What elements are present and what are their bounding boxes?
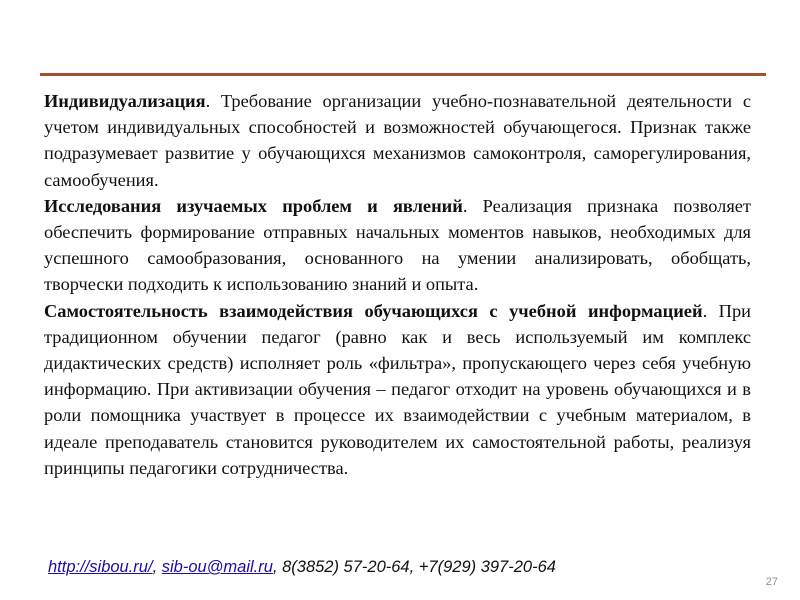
email-link[interactable]: sib-ou@mail.ru bbox=[161, 558, 273, 576]
slide-body bbox=[44, 88, 751, 481]
term-individualization: Индивидуализация bbox=[44, 91, 206, 111]
paragraph-individualization-text: . Требование организации учебно-познавательной деятельности с учетом индивидуальных способностей и возможностей обучающегося. Признак также подразумевает развитие у обучающихся механизмов самоконтроля, саморегулирования, самообучения. bbox=[44, 91, 751, 190]
paragraph-research-text: . Реализация признака позволяет обеспечить формирование отправных начальных моментов навыков, необходимых для успешного самообразования, основанного на умении анализировать, обобщать, творчески подходить к использованию знаний и опыта. bbox=[44, 195, 751, 295]
footer-separator: , bbox=[152, 558, 162, 576]
paragraph-independence bbox=[44, 298, 751, 481]
paragraph-individualization bbox=[44, 88, 751, 193]
paragraph-research bbox=[44, 193, 751, 298]
footer-contacts bbox=[48, 558, 556, 577]
footer-phones: , 8(3852) 57-20-64, +7(929) 397-20-64 bbox=[272, 558, 556, 576]
term-research: Исследования изучаемых проблем и явлений bbox=[44, 195, 463, 216]
header-divider bbox=[40, 73, 766, 76]
website-link[interactable]: http://sibou.ru/ bbox=[48, 558, 153, 576]
paragraph-independence-text: . При традиционном обучении педагог (равно как и весь используемый им комплекс дидактических средств) исполняет роль «фильтра», пропускающего через себя учебную информацию. При активизации обучения – педагог отходит на уровень обучающихся и в роли помощника участвует в процессе их взаимодействии с учебным материалом, в идеале преподаватель становится руководителем их самостоятельной работы, реализуя принципы педагогики сотрудничества. bbox=[44, 300, 752, 478]
term-independence: Самостоятельность взаимодействия обучающихся с учебной информацией bbox=[44, 300, 703, 321]
page-number: 27 bbox=[765, 576, 778, 588]
